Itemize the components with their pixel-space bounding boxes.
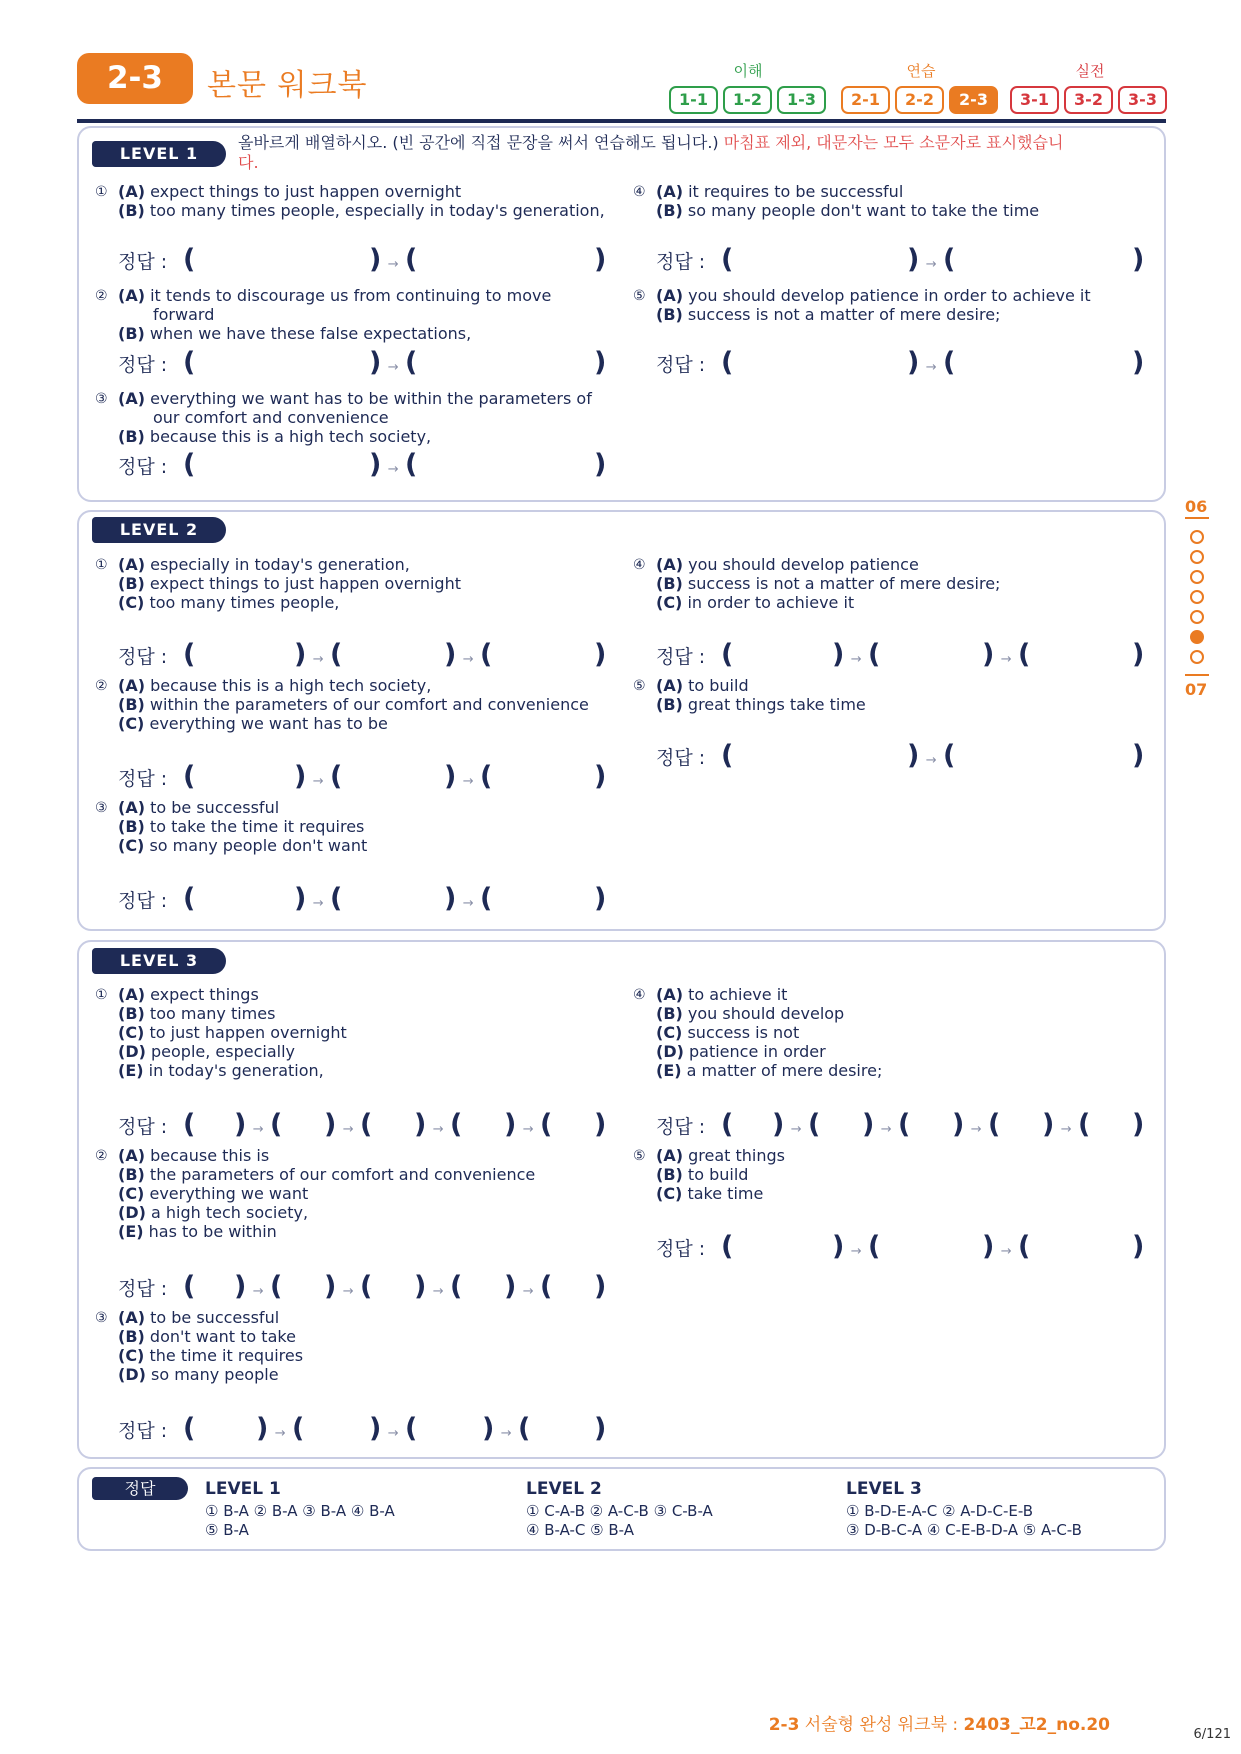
tab-1-1[interactable]: 1-1 — [669, 86, 718, 114]
item-line-c: (C) success is not — [656, 1023, 800, 1042]
l2-answer-4-end: ) — [1132, 639, 1145, 670]
item-line-b: (B) success is not a matter of mere desire; — [656, 305, 1001, 324]
side-divider-bottom — [1185, 674, 1209, 676]
page-number: 6/121 — [1193, 1727, 1231, 1742]
l1-answer-2-blank-a[interactable]: ( — [183, 347, 196, 378]
l1-answer-2-end: ) — [594, 347, 607, 378]
instruction-note: 마침표 제외, 대문자는 모두 소문자로 표시했습니 — [718, 133, 1064, 152]
item-line-c: (C) the time it requires — [118, 1346, 304, 1365]
l1-answer-3-blank-a[interactable]: ( — [183, 449, 196, 480]
level2-pill: LEVEL 2 — [92, 517, 226, 543]
l3-answer-1-arrow-2: ) → ( — [324, 1109, 373, 1140]
l1-answer-1: 정답 : — [118, 251, 168, 273]
item-number: ① — [95, 557, 108, 573]
l3-answer-1: 정답 : — [118, 1116, 168, 1138]
l3-answer-5-end: ) — [1132, 1231, 1145, 1262]
item-line-e: (E) a matter of mere desire; — [656, 1061, 883, 1080]
group-label-practice: 연습 — [906, 62, 936, 80]
item-line-a: (A) expect things — [118, 985, 259, 1004]
l3-answer-4-arrow-1: ) → ( — [772, 1109, 821, 1140]
item-line-b: (B) don't want to take — [118, 1327, 296, 1346]
l3-answer-5: 정답 : — [656, 1238, 706, 1260]
l1-answer-4-arrow: ) → ( — [907, 244, 956, 275]
item-number: ⑤ — [633, 1148, 646, 1164]
item-number: ① — [95, 987, 108, 1003]
answer-key-level3-title: LEVEL 3 — [846, 1479, 922, 1499]
answer-key-level2-line2: ④ B-A-C ⑤ B-A — [526, 1521, 635, 1539]
tab-1-3[interactable]: 1-3 — [777, 86, 826, 114]
l1-answer-5: 정답 : — [656, 354, 706, 376]
l1-answer-2: 정답 : — [118, 354, 168, 376]
item-line-a: (A) because this is a high tech society, — [118, 676, 432, 695]
l3-answer-4: 정답 : — [656, 1116, 706, 1138]
item-line-a: (A) especially in today's generation, — [118, 555, 410, 574]
l2-answer-1-end: ) — [594, 639, 607, 670]
item-line-a: (A) you should develop patience in order to achieve it — [656, 286, 1091, 305]
l2-answer-1-arrow-1: ) → ( — [294, 639, 343, 670]
l3-answer-1-arrow-4: ) → ( — [504, 1109, 553, 1140]
l1-answer-2-arrow: ) → ( — [369, 347, 418, 378]
item-line-e: (E) has to be within — [118, 1222, 277, 1241]
l1-answer-4: 정답 : — [656, 251, 706, 273]
item-number: ⑤ — [633, 678, 646, 694]
item-number: ③ — [95, 1310, 108, 1326]
progress-dot — [1190, 650, 1204, 664]
l1-answer-1-blank-a[interactable]: ( — [183, 244, 196, 275]
l2-answer-5-blank-a[interactable]: ( — [721, 740, 734, 771]
l2-answer-2-arrow-1: ) → ( — [294, 761, 343, 792]
progress-dot-current — [1190, 630, 1204, 644]
item-line-a: (A) because this is — [118, 1146, 270, 1165]
footer-title: 2-3 서술형 완성 워크북 : 2403_고2_no.20 — [768, 1715, 1110, 1735]
item-line-b: (B) too many times people, especially in today's generation, — [118, 201, 605, 220]
item-line-c: (C) so many people don't want — [118, 836, 368, 855]
answer-key-level1-title: LEVEL 1 — [205, 1479, 281, 1499]
l3-answer-2-blank-a[interactable]: ( — [183, 1271, 196, 1302]
answer-key-level3-line2: ③ D-B-C-A ④ C-E-B-D-A ⑤ A-C-B — [846, 1521, 1082, 1539]
item-line-a: (A) to be successful — [118, 1308, 280, 1327]
tab-3-2[interactable]: 3-2 — [1064, 86, 1113, 114]
item-line-c: (C) take time — [656, 1184, 764, 1203]
l3-answer-4-arrow-2: ) → ( — [862, 1109, 911, 1140]
l3-answer-3-blank-a[interactable]: ( — [183, 1413, 196, 1444]
item-number: ② — [95, 678, 108, 694]
l2-answer-2-arrow-2: ) → ( — [444, 761, 493, 792]
item-line-b: (B) great things take time — [656, 695, 866, 714]
progress-dot — [1190, 590, 1204, 604]
item-number: ⑤ — [633, 288, 646, 304]
item-line-a: (A) you should develop patience — [656, 555, 919, 574]
item-number: ③ — [95, 800, 108, 816]
l2-answer-3-arrow-2: ) → ( — [444, 883, 493, 914]
instruction-note-cont: 다. — [238, 153, 259, 172]
l1-answer-5-arrow: ) → ( — [907, 347, 956, 378]
item-line-e: (E) in today's generation, — [118, 1061, 324, 1080]
side-page-bottom: 07 — [1185, 680, 1208, 699]
item-line-a: (A) it requires to be successful — [656, 182, 904, 201]
l3-answer-4-end: ) — [1132, 1109, 1145, 1140]
l2-answer-1: 정답 : — [118, 646, 168, 668]
level3-pill: LEVEL 3 — [92, 948, 226, 974]
item-line-a-cont: forward — [153, 305, 215, 324]
item-line-a-cont: our comfort and convenience — [153, 408, 389, 427]
tab-2-1[interactable]: 2-1 — [841, 86, 890, 114]
item-line-a: (A) to achieve it — [656, 985, 788, 1004]
item-line-a: (A) expect things to just happen overnight — [118, 182, 462, 201]
level1-pill: LEVEL 1 — [92, 141, 226, 167]
l3-answer-2-end: ) — [594, 1271, 607, 1302]
item-line-b: (B) too many times — [118, 1004, 276, 1023]
answer-key-pill: 정답 — [92, 1477, 188, 1500]
l2-answer-4-arrow-2: ) → ( — [982, 639, 1031, 670]
l3-answer-3: 정답 : — [118, 1420, 168, 1442]
l3-answer-5-arrow-2: ) → ( — [982, 1231, 1031, 1262]
l3-answer-2-arrow-1: ) → ( — [234, 1271, 283, 1302]
l3-answer-4-blank-a[interactable]: ( — [721, 1109, 734, 1140]
item-line-b: (B) expect things to just happen overnight — [118, 574, 461, 593]
answer-key-level1-line1: ① B-A ② B-A ③ B-A ④ B-A — [205, 1502, 395, 1520]
item-line-a: (A) everything we want has to be within the parameters of — [118, 389, 592, 408]
section-badge: 2-3 — [77, 53, 193, 104]
l1-answer-1-end: ) — [594, 244, 607, 275]
progress-dot — [1190, 570, 1204, 584]
item-number: ③ — [95, 391, 108, 407]
tab-3-3[interactable]: 3-3 — [1118, 86, 1167, 114]
l1-answer-3: 정답 : — [118, 456, 168, 478]
side-page-top: 06 — [1185, 497, 1208, 516]
l2-answer-2-end: ) — [594, 761, 607, 792]
item-number: ④ — [633, 557, 646, 573]
item-line-b: (B) because this is a high tech society, — [118, 427, 432, 446]
item-number: ② — [95, 288, 108, 304]
item-number: ① — [95, 184, 108, 200]
l2-answer-2-blank-a[interactable]: ( — [183, 761, 196, 792]
level1-instruction — [238, 133, 1148, 173]
l2-answer-3-end: ) — [594, 883, 607, 914]
progress-dot — [1190, 530, 1204, 544]
l3-answer-3-end: ) — [594, 1413, 607, 1444]
l3-answer-4-arrow-4: ) → ( — [1042, 1109, 1091, 1140]
item-line-b: (B) to take the time it requires — [118, 817, 365, 836]
l3-answer-2-arrow-3: ) → ( — [414, 1271, 463, 1302]
instruction-main: 올바르게 배열하시오. (빈 공간에 직접 문장을 써서 연습해도 됩니다.) — [238, 133, 719, 152]
item-line-b: (B) when we have these false expectations, — [118, 324, 472, 343]
item-line-d: (D) so many people — [118, 1365, 279, 1384]
l2-answer-3-blank-a[interactable]: ( — [183, 883, 196, 914]
item-number: ④ — [633, 184, 646, 200]
l2-answer-2: 정답 : — [118, 768, 168, 790]
l3-answer-3-arrow-2: ) → ( — [369, 1413, 418, 1444]
l1-answer-1-arrow: ) → ( — [369, 244, 418, 275]
l3-answer-1-arrow-3: ) → ( — [414, 1109, 463, 1140]
item-line-d: (D) people, especially — [118, 1042, 295, 1061]
answer-key-level2-title: LEVEL 2 — [526, 1479, 602, 1499]
l3-answer-2-arrow-2: ) → ( — [324, 1271, 373, 1302]
group-label-understand: 이해 — [733, 62, 763, 80]
item-line-a: (A) great things — [656, 1146, 785, 1165]
l3-answer-5-blank-a[interactable]: ( — [721, 1231, 734, 1262]
l2-answer-5-end: ) — [1132, 740, 1145, 771]
item-line-a: (A) to build — [656, 676, 749, 695]
tab-2-2[interactable]: 2-2 — [895, 86, 944, 114]
l2-answer-5-arrow: ) → ( — [907, 740, 956, 771]
item-line-b: (B) you should develop — [656, 1004, 845, 1023]
l3-answer-2: 정답 : — [118, 1278, 168, 1300]
item-line-b: (B) so many people don't want to take the time — [656, 201, 1040, 220]
l2-answer-3: 정답 : — [118, 890, 168, 912]
item-line-c: (C) everything we want — [118, 1184, 309, 1203]
l2-answer-4-arrow-1: ) → ( — [832, 639, 881, 670]
group-label-real: 실전 — [1075, 62, 1105, 80]
l2-answer-4: 정답 : — [656, 646, 706, 668]
l3-answer-5-arrow-1: ) → ( — [832, 1231, 881, 1262]
l2-answer-3-arrow-1: ) → ( — [294, 883, 343, 914]
l1-answer-5-blank-a[interactable]: ( — [721, 347, 734, 378]
l1-answer-5-end: ) — [1132, 347, 1145, 378]
l2-answer-1-arrow-2: ) → ( — [444, 639, 493, 670]
l3-answer-3-arrow-3: ) → ( — [482, 1413, 531, 1444]
l1-answer-3-arrow: ) → ( — [369, 449, 418, 480]
item-line-a: (A) it tends to discourage us from continuing to move — [118, 286, 552, 305]
answer-key-level2-line1: ① C-A-B ② A-C-B ③ C-B-A — [526, 1502, 713, 1520]
l3-answer-1-arrow-1: ) → ( — [234, 1109, 283, 1140]
l3-answer-3-arrow-1: ) → ( — [256, 1413, 305, 1444]
l3-answer-1-end: ) — [594, 1109, 607, 1140]
item-line-b: (B) within the parameters of our comfort and convenience — [118, 695, 589, 714]
l3-answer-2-arrow-4: ) → ( — [504, 1271, 553, 1302]
l1-answer-3-end: ) — [594, 449, 607, 480]
item-line-b: (B) to build — [656, 1165, 749, 1184]
tab-3-1[interactable]: 3-1 — [1010, 86, 1059, 114]
item-line-b: (B) success is not a matter of mere desire; — [656, 574, 1001, 593]
progress-dot — [1190, 550, 1204, 564]
page-title: 본문 워크북 — [207, 68, 368, 103]
l2-answer-5: 정답 : — [656, 747, 706, 769]
item-line-b: (B) the parameters of our comfort and convenience — [118, 1165, 536, 1184]
progress-dot — [1190, 610, 1204, 624]
l1-answer-4-end: ) — [1132, 244, 1145, 275]
item-line-d: (D) a high tech society, — [118, 1203, 309, 1222]
item-number: ② — [95, 1148, 108, 1164]
tab-1-2[interactable]: 1-2 — [723, 86, 772, 114]
l2-answer-1-blank-a[interactable]: ( — [183, 639, 196, 670]
item-line-c: (C) in order to achieve it — [656, 593, 855, 612]
item-line-c: (C) to just happen overnight — [118, 1023, 347, 1042]
answer-key-level3-line1: ① B-D-E-A-C ② A-D-C-E-B — [846, 1502, 1034, 1520]
item-line-d: (D) patience in order — [656, 1042, 826, 1061]
answer-key-level1-line2: ⑤ B-A — [205, 1521, 249, 1539]
l3-answer-4-arrow-3: ) → ( — [952, 1109, 1001, 1140]
tab-2-3-active[interactable]: 2-3 — [949, 86, 998, 114]
item-line-c: (C) too many times people, — [118, 593, 340, 612]
l3-answer-1-blank-a[interactable]: ( — [183, 1109, 196, 1140]
item-line-c: (C) everything we want has to be — [118, 714, 388, 733]
l2-answer-4-blank-a[interactable]: ( — [721, 639, 734, 670]
side-divider-top — [1185, 517, 1209, 519]
item-line-a: (A) to be successful — [118, 798, 280, 817]
l1-answer-4-blank-a[interactable]: ( — [721, 244, 734, 275]
item-number: ④ — [633, 987, 646, 1003]
header-rule — [77, 119, 1166, 123]
